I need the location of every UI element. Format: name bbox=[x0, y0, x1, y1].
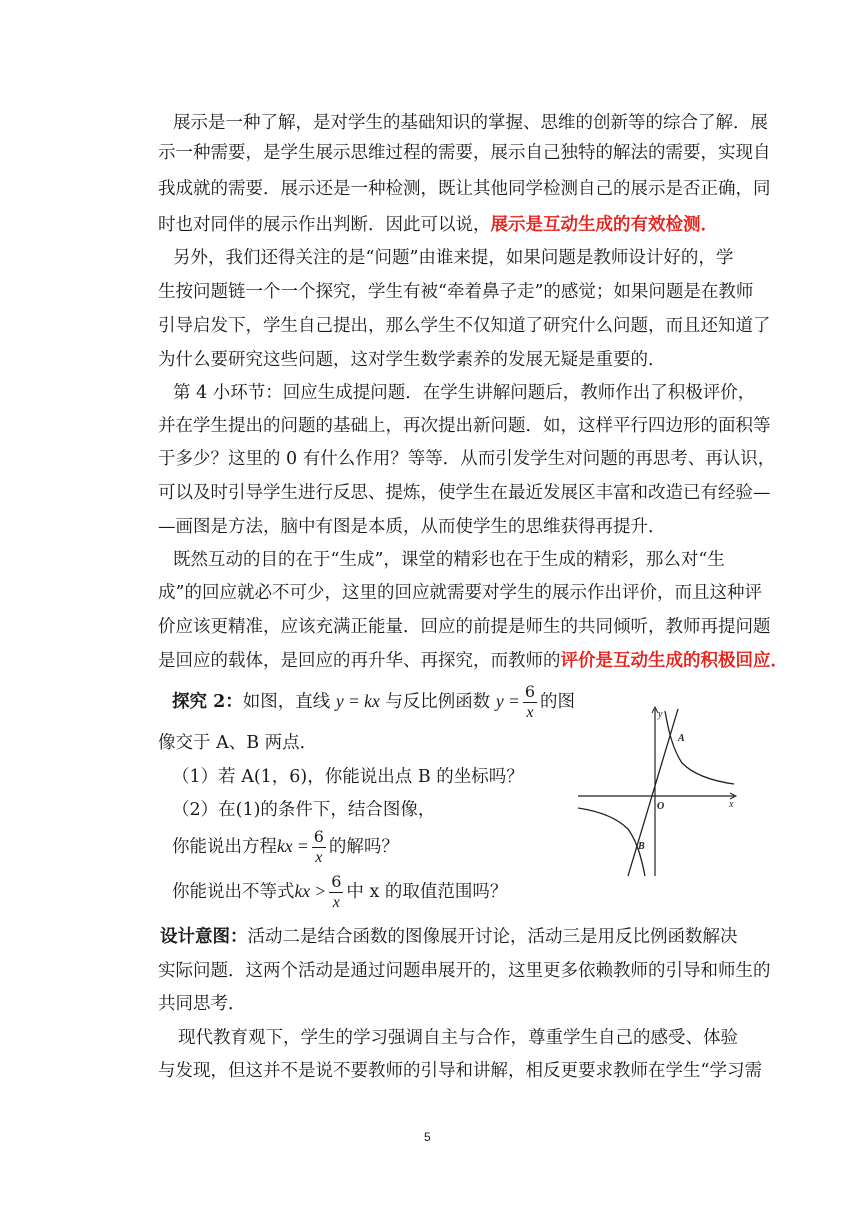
inquiry-intro-c: 的图 bbox=[540, 692, 576, 712]
fraction-numerator: 6 bbox=[331, 872, 342, 891]
para5-line1: 现代教育观下，学生的学习强调自主与合作，尊重学生自己的感受、体验 bbox=[178, 1028, 738, 1048]
question-4-text-a: 你能说出不等式 bbox=[172, 882, 295, 902]
point-label-a: A bbox=[678, 733, 685, 744]
fraction-denominator: x bbox=[332, 894, 340, 911]
equation-kx-equals: kx = bbox=[277, 836, 309, 856]
inquiry-label: 探究 2： bbox=[172, 692, 243, 712]
design-line3: 共同思考． bbox=[158, 994, 246, 1014]
para2-line2: 生按问题链一个一个探究，学生有被“牵着鼻子走”的感觉；如果问题是在教师 bbox=[158, 282, 754, 302]
para4-line2: 成”的回应就必不可少，这里的回应就需要对学生的展示作出评价，而且这种评 bbox=[158, 583, 762, 603]
para2-line3: 引导启发下，学生自己提出，那么学生不仅知道了研究什么问题，而且还知道了 bbox=[158, 316, 771, 336]
para4-line3: 价应该更精准，应该充满正能量．回应的前提是师生的共同倾听，教师再提问题 bbox=[158, 617, 771, 637]
para4-line4 bbox=[158, 648, 788, 674]
para4-line1: 既然互动的目的在于“生成”，课堂的精彩也在于生成的精彩，那么对“生 bbox=[173, 550, 725, 570]
para5-line2: 与发现，但这并不是说不要教师的引导和讲解，相反更要求教师在学生“学习需 bbox=[158, 1061, 762, 1081]
page-number: 5 bbox=[424, 1130, 431, 1144]
design-text-1: 活动二是结合函数的图像展开讨论，活动三是用反比例函数解决 bbox=[247, 927, 738, 947]
para1-line3: 我成就的需要．展示还是一种检测，既让其他同学检测自己的展示是否正确，同 bbox=[158, 179, 771, 199]
origin-label: O bbox=[657, 801, 665, 812]
inequality-kx-greater: kx > bbox=[294, 881, 327, 901]
fraction-numerator: 6 bbox=[524, 682, 536, 701]
question-3 bbox=[172, 826, 399, 866]
inquiry-intro-b: 与反比例函数 bbox=[385, 692, 491, 712]
question-4 bbox=[172, 871, 507, 911]
fraction-denominator: x bbox=[315, 849, 323, 866]
para3-line4: 可以及时引导学生进行反思、提炼，使学生在最近发展区丰富和改造已有经验— bbox=[158, 483, 771, 503]
highlight-positive-response: 评价是互动生成的积极回应． bbox=[560, 651, 788, 671]
fraction-6-over-x-ineq bbox=[329, 874, 343, 911]
inquiry-intro-a: 如图，直线 bbox=[242, 692, 331, 712]
fraction-denominator: x bbox=[526, 704, 534, 721]
para2-line4: 为什么要研究这些问题，这对学生数学素养的发展无疑是重要的． bbox=[158, 350, 666, 370]
para3-line3: 于多少？这里的 0 有什么作用？等等．从而引发学生对问题的再思考、再认识， bbox=[158, 449, 776, 469]
function-graph-figure bbox=[574, 703, 744, 878]
axis-label-y: y bbox=[658, 709, 663, 720]
fraction-6-over-x-eq bbox=[312, 829, 326, 866]
question-2: （2）在(1)的条件下，结合图像， bbox=[172, 800, 436, 820]
inquiry-line1 bbox=[172, 681, 575, 721]
question-3-text-a: 你能说出方程 bbox=[172, 837, 277, 857]
design-line1 bbox=[160, 924, 738, 950]
fraction-numerator: 6 bbox=[313, 827, 324, 846]
hyperbola-branch-q3 bbox=[578, 808, 645, 876]
question-1: （1）若 A(1，6)，你能说出点 B 的坐标吗？ bbox=[172, 767, 524, 787]
question-3-text-b: 的解吗？ bbox=[328, 837, 399, 857]
para1-line2: 示一种需要，是学生展示思维过程的需要，展示自己独特的解法的需要，实现自 bbox=[158, 143, 771, 163]
equation-inverse-lhs: y = bbox=[495, 691, 520, 711]
point-label-b: B bbox=[638, 841, 645, 852]
para2-line1: 另外，我们还得关注的是“问题”由谁来提，如果问题是教师设计好的，学 bbox=[173, 248, 734, 268]
design-label: 设计意图： bbox=[160, 927, 248, 947]
question-4-text-b: 中 x 的取值范围吗？ bbox=[346, 882, 508, 902]
para1-line4 bbox=[158, 212, 718, 238]
para1-line1: 展示是一种了解，是对学生的基础知识的掌握、思维的创新等的综合了解．展 bbox=[173, 113, 768, 133]
para3-line1: 第 4 小环节：回应生成提问题．在学生讲解问题后，教师作出了积极评价， bbox=[173, 383, 756, 403]
para3-line5: —画图是方法，脑中有图是本质，从而使学生的思维获得再提升． bbox=[158, 517, 666, 537]
highlight-effective-detection: 展示是互动生成的有效检测． bbox=[490, 215, 718, 235]
para4-line4-text: 是回应的载体，是回应的再升华、再探究，而教师的 bbox=[158, 651, 561, 671]
hyperbola-branch-q1 bbox=[665, 711, 734, 784]
inquiry-line2: 像交于 A、B 两点． bbox=[158, 733, 318, 753]
equation-line: y = kx bbox=[335, 691, 380, 711]
design-line2: 实际问题．这两个活动是通过问题串展开的，这里更多依赖教师的引导和师生的 bbox=[158, 961, 771, 981]
para3-line2: 并在学生提出的问题的基础上，再次提出新问题．如，这样平行四边形的面积等 bbox=[158, 416, 771, 436]
fraction-6-over-x bbox=[523, 684, 537, 721]
para1-line4-text: 时也对同伴的展示作出判断．因此可以说， bbox=[158, 215, 491, 235]
axis-label-x: x bbox=[729, 799, 734, 810]
